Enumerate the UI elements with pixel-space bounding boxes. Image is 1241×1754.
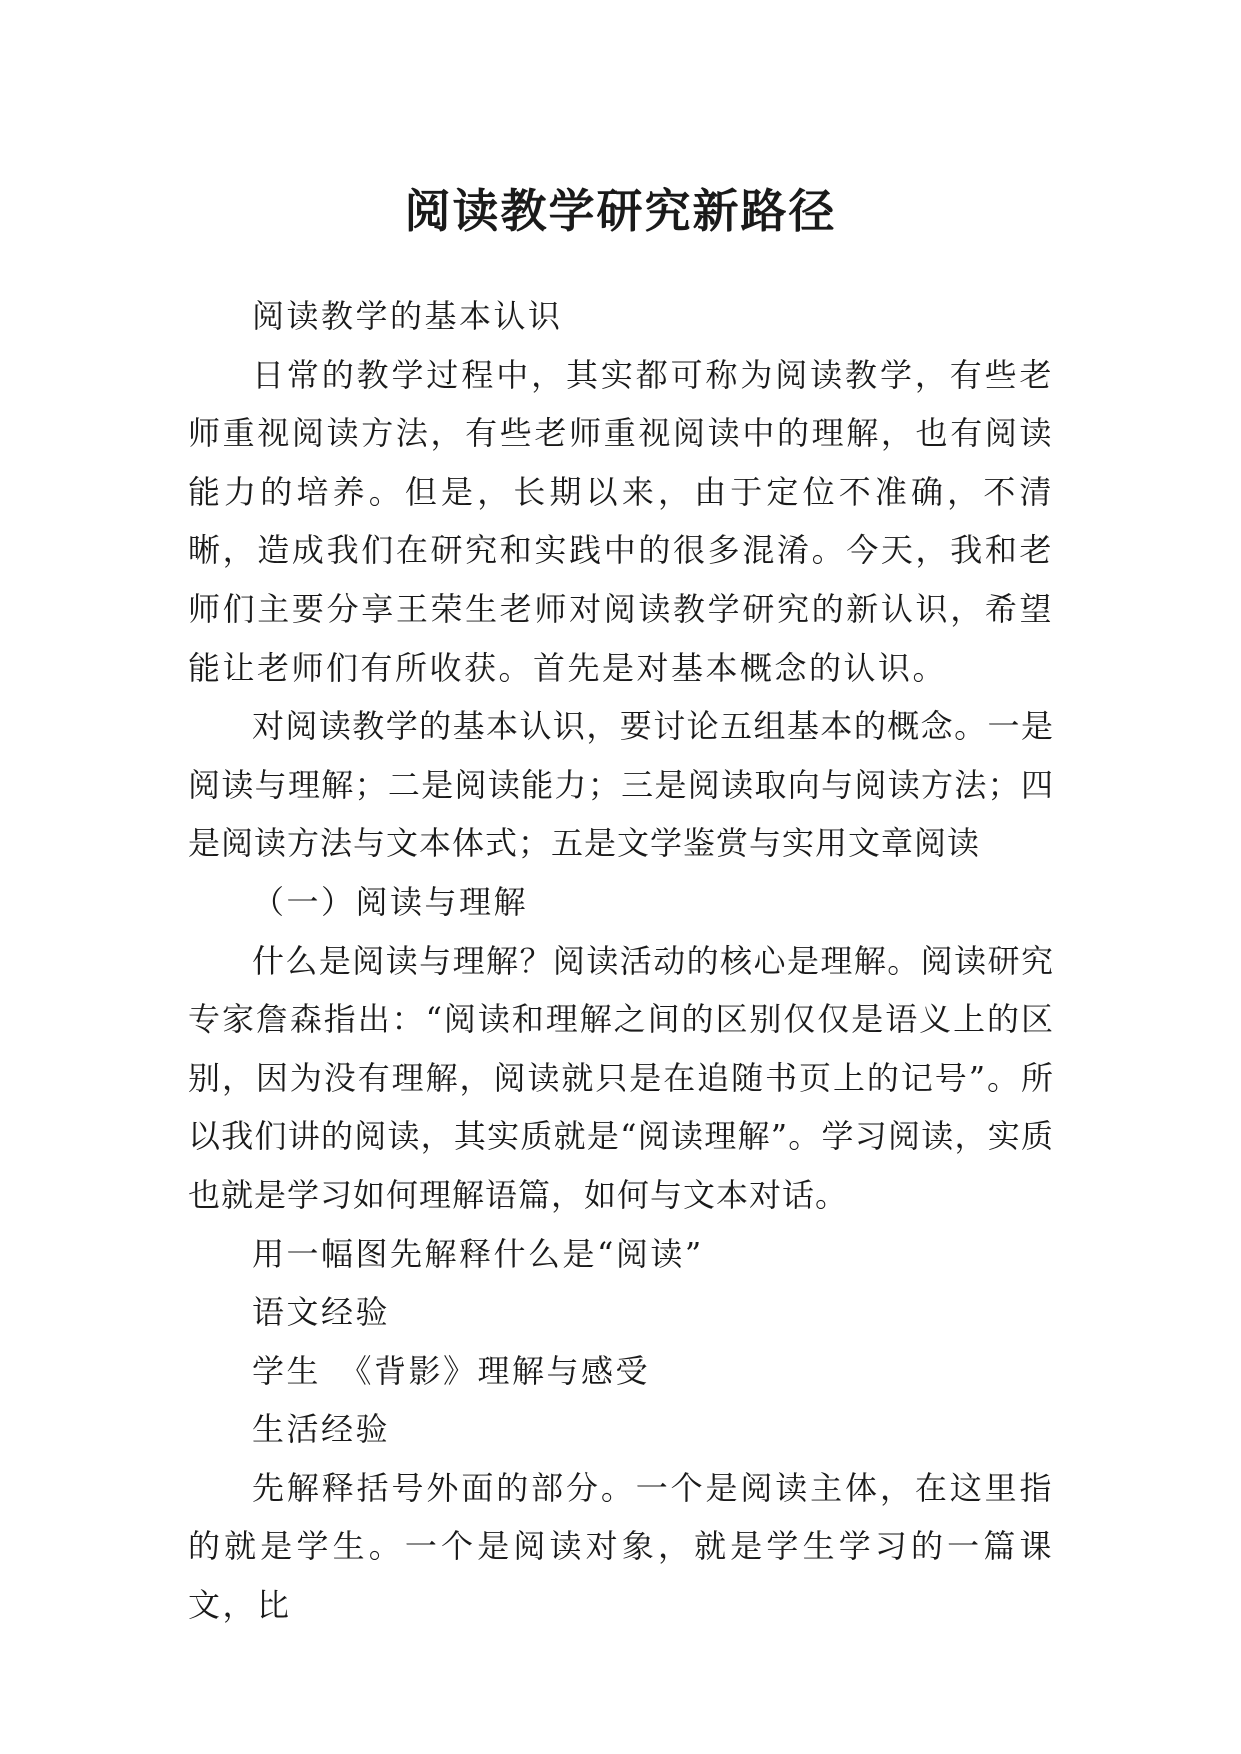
diagram-label: 语文经验 — [252, 1293, 391, 1332]
paragraph: 先解释括号外面的部分。一个是阅读主体，在这里指的就是学生。一个是阅读对象，就是学生学习的一篇课文，比 — [188, 1468, 1054, 1625]
section-heading: 阅读教学的基本认识 — [252, 297, 563, 335]
document-title: 阅读教学研究新路径 — [404, 183, 837, 238]
paragraph: 什么是阅读与理解？阅读活动的核心是理解。阅读研究专家詹森指出：“阅读和理解之间的区别仅仅是语义上的区别，因为没有理解，阅读就只是在追随书页上的记号”。所以我们讲的阅读，其实质就是“阅读理解”。学习阅读，实质也就是学习如何理解语篇，如何与文本对话。 — [188, 941, 1054, 1214]
diagram-label: 学生 《背影》理解与感受 — [252, 1351, 651, 1390]
document-body — [188, 287, 1054, 1635]
paragraph: 日常的教学过程中，其实都可称为阅读教学，有些老师重视阅读方法，有些老师重视阅读中的理解，也有阅读能力的培养。但是，长期以来，由于定位不准确，不清晰，造成我们在研究和实践中的很多混淆。今天，我和老师们主要分享王荣生老师对阅读教学研究的新认识，希望能让老师们有所收获。首先是对基本概念的认识。 — [188, 355, 1054, 687]
diagram-label: 生活经验 — [252, 1410, 391, 1449]
subsection-heading: （一）阅读与理解 — [252, 882, 529, 921]
paragraph: 用一幅图先解释什么是“阅读” — [252, 1234, 704, 1273]
paragraph: 对阅读教学的基本认识，要讨论五组基本的概念。一是阅读与理解；二是阅读能力；三是阅读取向与阅读方法；四是阅读方法与文本体式；五是文学鉴赏与实用文章阅读 — [188, 707, 1054, 863]
